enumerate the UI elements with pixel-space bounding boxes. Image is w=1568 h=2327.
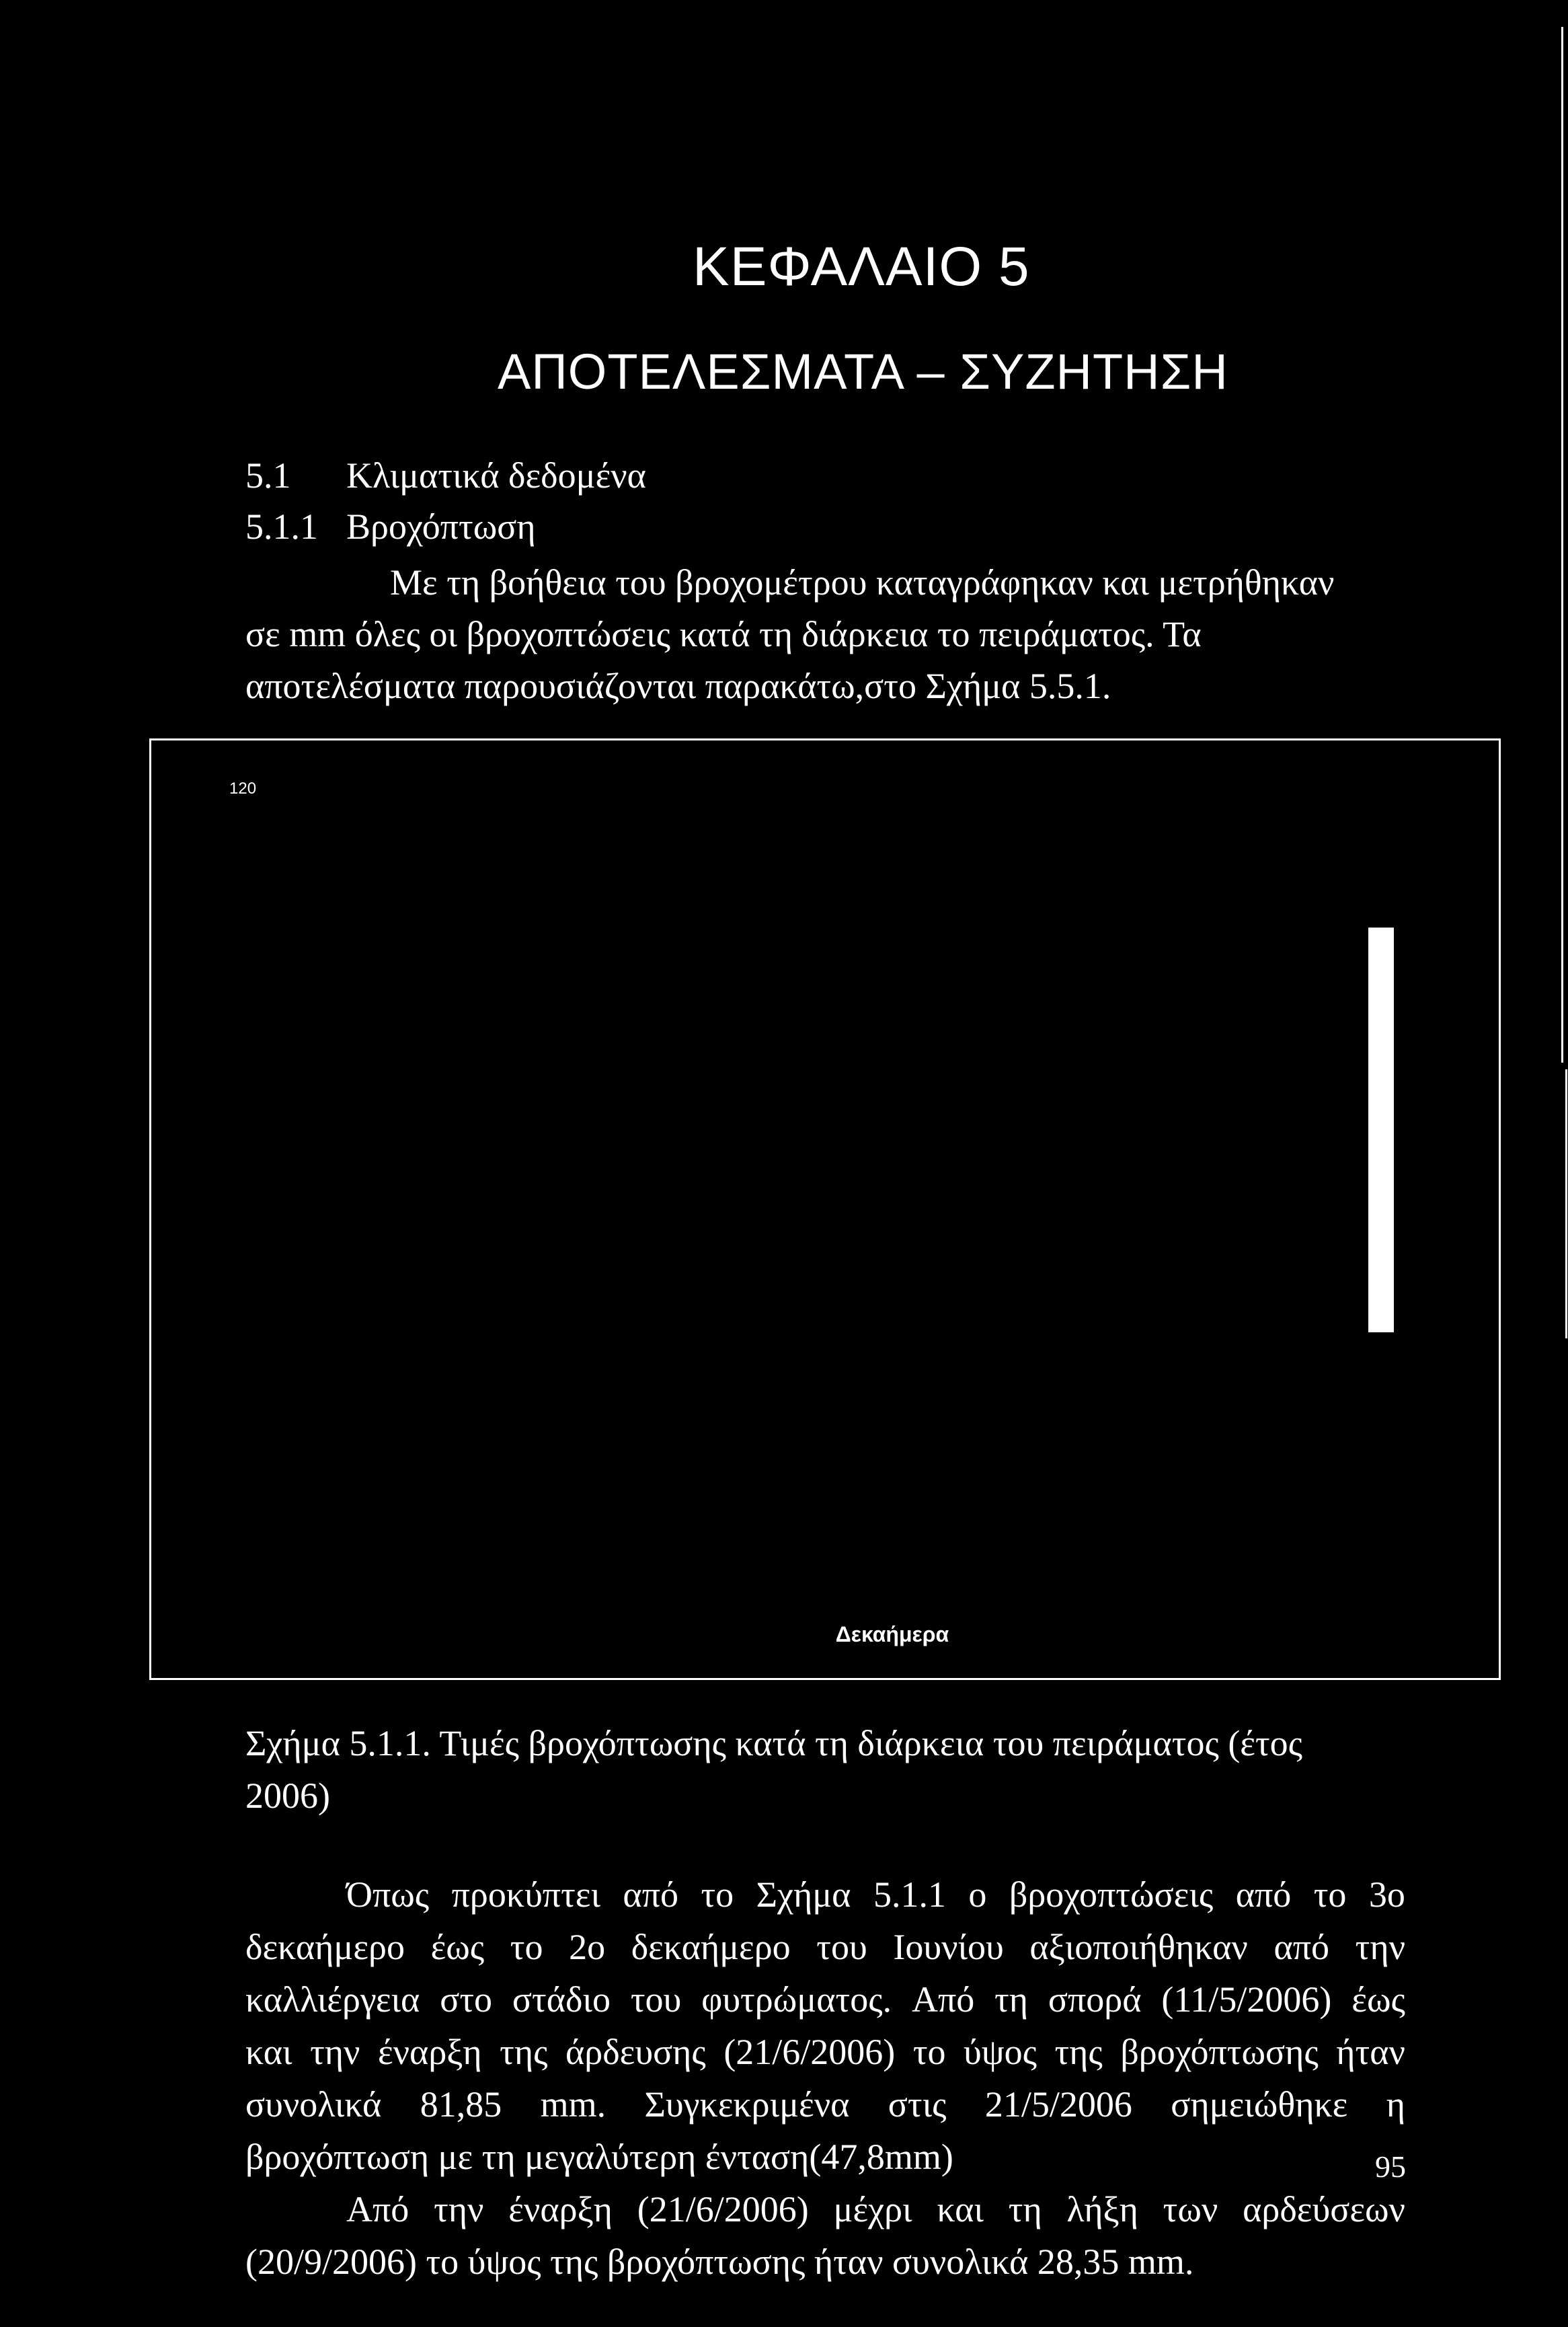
word: το bbox=[1313, 1874, 1347, 1915]
word: Από bbox=[911, 1979, 975, 2020]
section-number: 5.1 bbox=[245, 455, 291, 496]
word: ο bbox=[968, 1874, 987, 1915]
word: έναρξη bbox=[377, 2032, 482, 2072]
discussion-line bbox=[245, 2026, 1405, 2078]
word: στις bbox=[888, 2084, 947, 2125]
discussion-line bbox=[245, 1868, 1405, 1921]
word: από bbox=[623, 1874, 678, 1915]
word: των bbox=[1163, 2189, 1218, 2229]
word: την bbox=[434, 2189, 484, 2229]
figure-caption bbox=[245, 1717, 1302, 1822]
word: την bbox=[1355, 1927, 1405, 1967]
word: έως bbox=[430, 1927, 485, 1967]
rainfall-chart bbox=[149, 738, 1501, 1680]
intro-paragraph bbox=[245, 557, 1334, 712]
y-tick-label: 120 bbox=[229, 779, 257, 798]
caption-line: Σχήμα 5.1.1. Τιμές βροχόπτωσης κατά τη διάρκεια του πειράματος (έτος bbox=[245, 1723, 1303, 1763]
word: προκύπτει bbox=[451, 1874, 600, 1915]
word: ύψος bbox=[964, 2032, 1037, 2072]
word: και bbox=[937, 2189, 984, 2229]
caption-line: 2006) bbox=[245, 1776, 330, 1816]
x-axis-label: Δεκαήμερα bbox=[835, 1622, 949, 1646]
word: αρδεύσεων bbox=[1243, 2189, 1405, 2229]
section-number: 5.1.1 bbox=[245, 506, 318, 547]
word: βροχόπτωσης bbox=[1120, 2032, 1319, 2072]
word: το bbox=[510, 1927, 543, 1967]
word: του bbox=[630, 1979, 682, 2020]
word: καλλιέργεια bbox=[245, 1979, 420, 2020]
word: Συγκεκριμένα bbox=[644, 2084, 850, 2125]
word: το bbox=[701, 1874, 734, 1915]
rainfall-bar bbox=[1368, 927, 1394, 1332]
section-title: Βροχόπτωση bbox=[346, 506, 536, 547]
word: σημειώθηκε bbox=[1171, 2084, 1348, 2125]
word: 21/5/2006 bbox=[984, 2084, 1132, 2125]
word: δεκαήμερο bbox=[631, 1927, 791, 1967]
discussion-line: βροχόπτωση με τη μεγαλύτερη ένταση(47,8mm) bbox=[245, 2137, 953, 2177]
scan-edge-line bbox=[1565, 1069, 1567, 1338]
word: έναρξη bbox=[508, 2189, 613, 2229]
word: του bbox=[816, 1927, 867, 1967]
word: της bbox=[500, 2032, 548, 2072]
word: λήξη bbox=[1066, 2189, 1138, 2229]
word: δεκαήμερο bbox=[245, 1927, 405, 1967]
word: φυτρώματος. bbox=[701, 1979, 892, 2020]
intro-line: Με τη βοήθεια του βροχομέτρου καταγράφηκαν και μετρήθηκαν bbox=[390, 562, 1335, 603]
chapter-title: ΑΠΟΤΕΛΕΣΜΑΤΑ – ΣΥΖΗΤΗΣΗ bbox=[498, 344, 1228, 399]
word: την bbox=[310, 2032, 360, 2072]
word: από bbox=[1273, 1927, 1330, 1967]
discussion-line bbox=[245, 1973, 1405, 2026]
chapter-label: ΚΕΦΑΛΑΙΟ 5 bbox=[693, 236, 1030, 297]
word: η bbox=[1386, 2084, 1405, 2125]
discussion-paragraph bbox=[245, 1868, 1405, 2288]
word: Σχήμα bbox=[756, 1874, 851, 1915]
section-title: Κλιματικά δεδομένα bbox=[346, 455, 646, 496]
discussion-line bbox=[245, 2078, 1405, 2131]
word: αξιοποιήθηκαν bbox=[1029, 1927, 1248, 1967]
word: το bbox=[912, 2032, 946, 2072]
word: (11/5/2006) bbox=[1161, 1979, 1332, 2020]
word: συνολικά bbox=[245, 2084, 382, 2125]
word: μέχρι bbox=[833, 2189, 912, 2229]
discussion-line bbox=[245, 1921, 1405, 1973]
word: στάδιο bbox=[512, 1979, 611, 2020]
word: Όπως bbox=[346, 1874, 430, 1915]
word: 81,85 bbox=[420, 2084, 502, 2125]
section-heading-rainfall bbox=[245, 506, 536, 547]
word: και bbox=[245, 2032, 292, 2072]
word: της bbox=[1054, 2032, 1103, 2072]
word: τη bbox=[1008, 2189, 1042, 2229]
intro-line: σε mm όλες οι βροχοπτώσεις κατά τη διάρκεια το πειράματος. Τα bbox=[245, 614, 1202, 654]
discussion-line: (20/9/2006) το ύψος της βροχόπτωσης ήταν συνολικά 28,35 mm. bbox=[245, 2242, 1194, 2282]
word: (21/6/2006) bbox=[637, 2189, 809, 2229]
word: άρδευσης bbox=[565, 2032, 706, 2072]
word: 5.1.1 bbox=[873, 1874, 946, 1915]
word: Από bbox=[346, 2189, 409, 2229]
word: ήταν bbox=[1336, 2032, 1405, 2072]
discussion-line bbox=[245, 2183, 1405, 2236]
word: σπορά bbox=[1048, 1979, 1142, 2020]
word: mm. bbox=[540, 2084, 606, 2125]
intro-line: αποτελέσματα παρουσιάζονται παρακάτω,στο Σχήμα 5.5.1. bbox=[245, 666, 1111, 706]
word: 3ο bbox=[1368, 1874, 1405, 1915]
word: (21/6/2006) bbox=[723, 2032, 896, 2072]
word: τη bbox=[994, 1979, 1029, 2020]
rainfall-chart-svg bbox=[151, 740, 1499, 1678]
word: 2ο bbox=[569, 1927, 606, 1967]
page-number: 95 bbox=[1375, 2149, 1406, 2184]
scan-edge-line bbox=[1561, 27, 1563, 1063]
word: από bbox=[1235, 1874, 1292, 1915]
word: Ιουνίου bbox=[893, 1927, 1004, 1967]
word: στο bbox=[440, 1979, 493, 2020]
word: έως bbox=[1351, 1979, 1405, 2020]
section-heading-climate bbox=[245, 455, 646, 496]
word: βροχοπτώσεις bbox=[1009, 1874, 1214, 1915]
